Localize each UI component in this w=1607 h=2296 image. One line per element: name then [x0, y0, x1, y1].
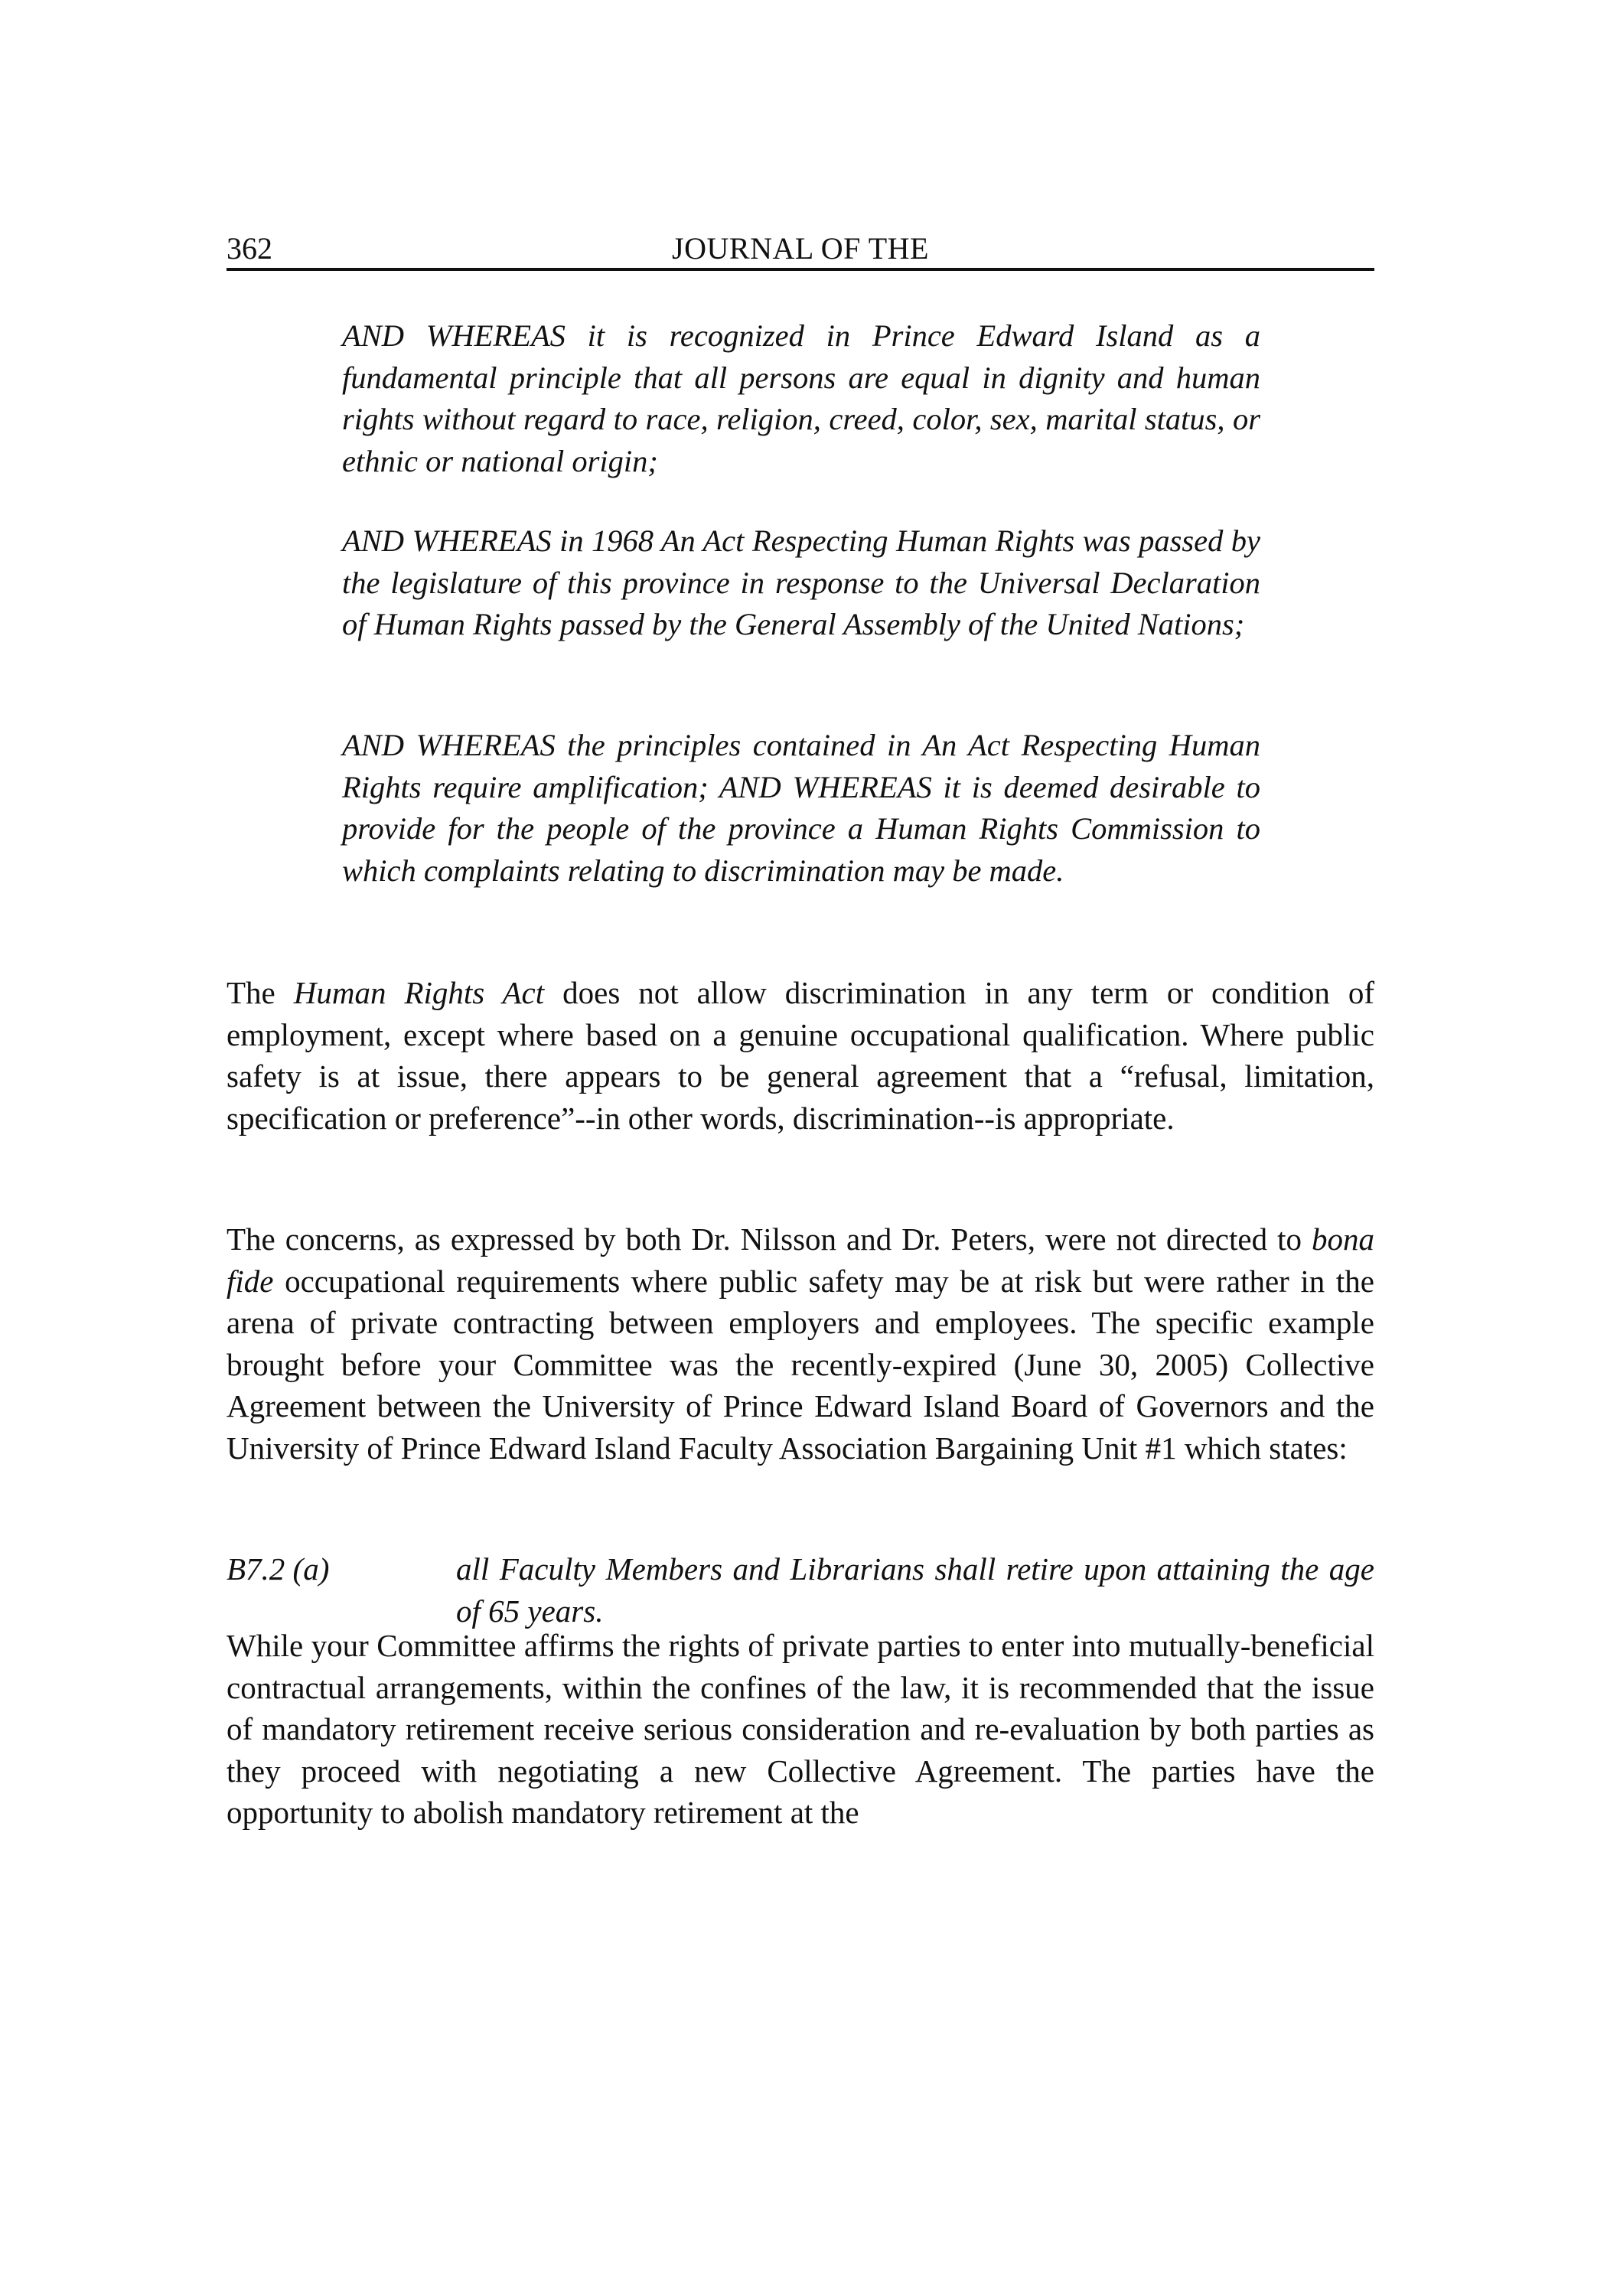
paragraph-2-lead: The concerns, as expressed by both Dr. Nilsson and Dr. Peters, were not directed to	[227, 1221, 1312, 1257]
recital-2: AND WHEREAS in 1968 An Act Respecting Human Rights was passed by the legislature of this province in response to the Universal Declaration of Human Rights passed by the General Assembly of the United Nations;	[342, 523, 1260, 641]
paragraph-1-lead: The	[227, 975, 294, 1010]
paragraph-1-rest: does not allow discrimination in any term or condition of employment, except where based on a genuine occupational qualification. Where public safety is at issue, there appears to be general agreement that a “refusal, limitation, specification or preference”--in other words, discrimination--is appropriate.	[227, 975, 1374, 1136]
act-name: Human Rights Act	[293, 975, 545, 1010]
agreement-clause	[227, 1548, 1374, 1632]
paragraph-concerns	[227, 1218, 1374, 1469]
running-head	[227, 230, 1374, 268]
paragraph-recommendation: While your Committee affirms the rights of private parties to enter into mutually-beneficial contractual arrangements, within the confines of the law, it is recommended that the issue of mandatory retirement receive serious consideration and re-evaluation by both parties as they proceed with negotiating a new Collective Agreement. The parties have the opportunity to abolish mandatory retirement at the	[227, 1628, 1374, 1830]
page-number: 362	[227, 231, 272, 266]
header-rule	[227, 268, 1374, 271]
clause-text: all Faculty Members and Librarians shall retire upon attaining the age of 65 years.	[456, 1551, 1374, 1629]
paragraph-human-rights-act	[227, 972, 1374, 1139]
journal-title: JOURNAL OF THE	[672, 231, 929, 266]
recital-3: AND WHEREAS the principles contained in An Act Respecting Human Rights require amplification; AND WHEREAS it is deemed desirable to provide for the people of the province a Human Rights Commission to which complaints relating to discrimination may be made.	[342, 728, 1260, 888]
bona-fide-term: bona fide	[227, 1221, 1374, 1299]
paragraph-2-rest: occupational requirements where public safety may be at risk but were rather in the arena of private contracting between employers and employees. The specific example brought before your Committee was the recently-expired (June 30, 2005) Collective Agreement between the University of Prince Edward Island Board of Governors and the University of Prince Edward Island Faculty Association Bargaining Unit #1 which states:	[227, 1263, 1374, 1466]
clause-reference: B7.2 (a)	[227, 1551, 330, 1587]
recital-1: AND WHEREAS it is recognized in Prince Edward Island as a fundamental principle that all persons are equal in dignity and human rights without regard to race, religion, creed, color, sex, marital status, or ethnic or national origin;	[342, 318, 1260, 478]
